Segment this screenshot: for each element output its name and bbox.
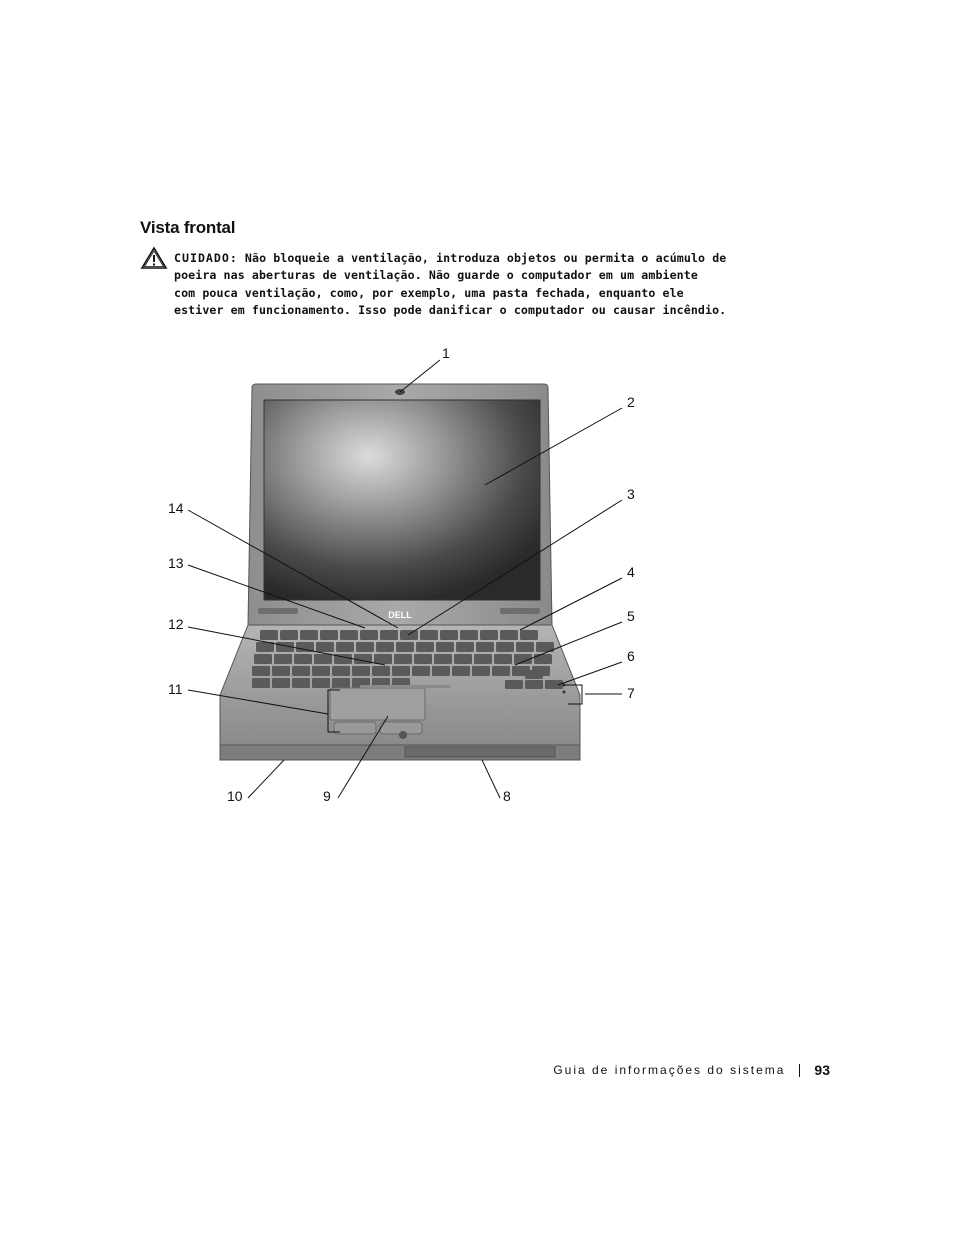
keyboard-key xyxy=(456,642,474,652)
touch-pad xyxy=(330,688,425,720)
keyboard-key xyxy=(476,642,494,652)
display-screen xyxy=(264,400,540,600)
keyboard-key xyxy=(412,666,430,676)
media-bay xyxy=(405,747,555,757)
callout-number: 5 xyxy=(627,608,635,624)
keyboard-key xyxy=(460,630,478,640)
keyboard-key xyxy=(292,666,310,676)
caution-line-3: com pouca ventilação, como, por exemplo, uma pasta fechada, enquanto ele xyxy=(174,285,684,300)
display-lid xyxy=(248,384,552,625)
keyboard-key xyxy=(252,678,270,688)
keyboard-key xyxy=(260,630,278,640)
keyboard-key xyxy=(500,630,518,640)
keyboard-key xyxy=(252,666,270,676)
display-release-button xyxy=(399,731,407,739)
keyboard-key xyxy=(294,654,312,664)
keyboard-key xyxy=(374,654,392,664)
caution-line-2: poeira nas aberturas de ventilação. Não guarde o computador em um ambiente xyxy=(174,268,698,283)
section-title: Vista frontal xyxy=(140,218,236,237)
callout-number: 8 xyxy=(503,788,511,804)
keyboard-key xyxy=(332,678,350,688)
keyboard-key xyxy=(274,654,292,664)
brand-logo: DELL xyxy=(388,610,412,620)
keyboard-key xyxy=(292,678,310,688)
callout-number: 12 xyxy=(168,616,184,632)
keyboard-key xyxy=(312,666,330,676)
arrow-key xyxy=(505,680,523,689)
keyboard-key xyxy=(316,642,334,652)
caution-line-4: estiver em funcionamento. Isso pode danificar o computador ou causar incêndio. xyxy=(174,303,727,318)
keyboard-key xyxy=(354,654,372,664)
caution-line-1-text: Não bloqueie a ventilação, introduza objetos ou permita o acúmulo de xyxy=(237,251,727,265)
keyboard-key xyxy=(372,666,390,676)
status-light xyxy=(563,691,566,694)
keyboard-key xyxy=(340,630,358,640)
keyboard-key xyxy=(516,642,534,652)
keyboard-key xyxy=(452,666,470,676)
keyboard-key xyxy=(400,630,418,640)
keyboard-key xyxy=(454,654,472,664)
keyboard-key xyxy=(492,666,510,676)
callout-number: 3 xyxy=(627,486,635,502)
callout-number: 6 xyxy=(627,648,635,664)
keyboard-key xyxy=(414,654,432,664)
keyboard-key xyxy=(314,654,332,664)
keyboard-key xyxy=(272,678,290,688)
guide-title: Guia de informações do sistema xyxy=(553,1063,786,1077)
callout-number: 11 xyxy=(168,681,183,697)
keyboard-key xyxy=(494,654,512,664)
page-footer xyxy=(553,1062,830,1078)
laptop-front-view-illustration xyxy=(160,340,660,810)
arrow-key xyxy=(525,680,543,689)
keyboard-key xyxy=(432,666,450,676)
keyboard-key xyxy=(254,654,272,664)
keyboard-key xyxy=(300,630,318,640)
keyboard-key xyxy=(420,630,438,640)
callout-number: 14 xyxy=(168,500,184,516)
callout-number: 7 xyxy=(627,685,635,701)
keyboard-key xyxy=(380,630,398,640)
caution-label: CUIDADO: xyxy=(174,251,238,265)
keyboard-key xyxy=(534,654,552,664)
keyboard-key xyxy=(396,642,414,652)
keyboard-key xyxy=(394,654,412,664)
keyboard-key xyxy=(360,630,378,640)
keyboard-key xyxy=(392,666,410,676)
keyboard-key xyxy=(434,654,452,664)
touch-pad-left-button xyxy=(334,722,376,734)
keyboard-key xyxy=(356,642,374,652)
keyboard-key xyxy=(272,666,290,676)
keyboard-key xyxy=(280,630,298,640)
callout-number: 4 xyxy=(627,564,635,580)
left-speaker xyxy=(258,608,298,614)
callout-number: 10 xyxy=(227,788,243,804)
right-speaker xyxy=(500,608,540,614)
callout-number: 13 xyxy=(168,555,184,571)
keyboard-key xyxy=(376,642,394,652)
keyboard-key xyxy=(436,642,454,652)
page-number: 93 xyxy=(814,1062,830,1078)
footer-divider xyxy=(799,1064,800,1077)
keyboard-key xyxy=(472,666,490,676)
callout-number: 1 xyxy=(442,345,450,361)
keyboard-key xyxy=(336,642,354,652)
keyboard-key xyxy=(312,678,330,688)
keyboard-key xyxy=(320,630,338,640)
keyboard-key xyxy=(496,642,514,652)
callout-number: 2 xyxy=(627,394,635,410)
computer-base xyxy=(220,625,580,760)
callout-number: 9 xyxy=(323,788,331,804)
caution-line-1 xyxy=(174,250,774,267)
keyboard-key xyxy=(440,630,458,640)
warning-triangle-icon xyxy=(140,246,168,270)
arrow-key xyxy=(525,670,543,679)
keyboard-key xyxy=(474,654,492,664)
keyboard-key xyxy=(352,666,370,676)
keyboard-key xyxy=(416,642,434,652)
keyboard-key xyxy=(520,630,538,640)
track-stick-button-bar xyxy=(360,685,450,688)
caution-text xyxy=(174,250,774,320)
keyboard-key xyxy=(332,666,350,676)
keyboard-key xyxy=(480,630,498,640)
